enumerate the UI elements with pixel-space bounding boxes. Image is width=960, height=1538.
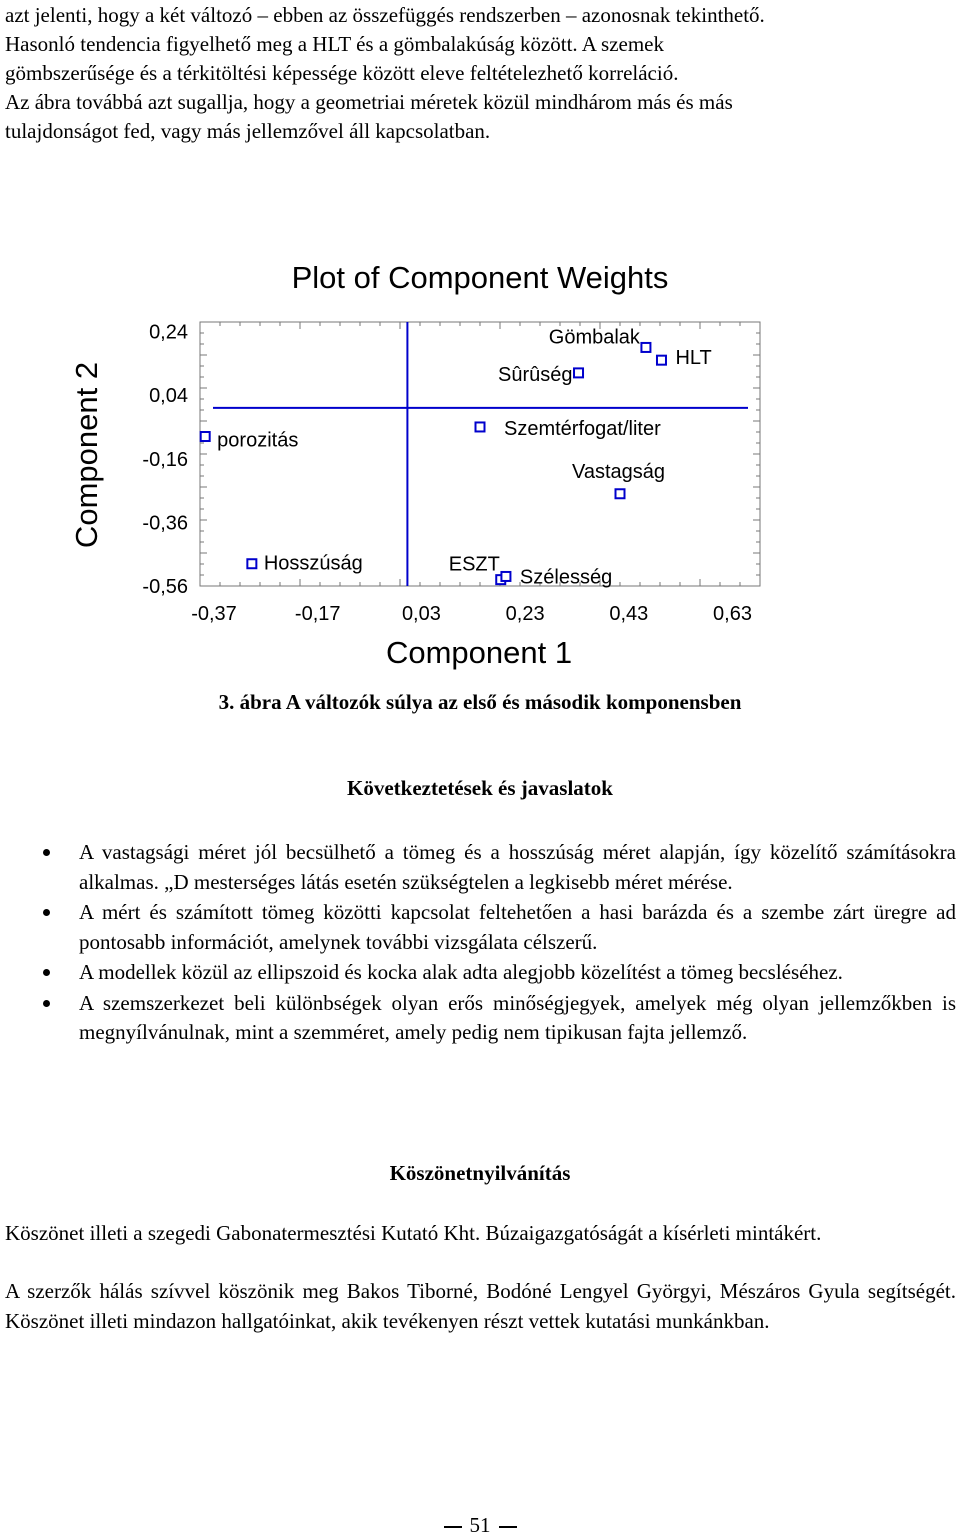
y-tick-label: -0,16: [142, 448, 188, 471]
acknowledgements-paragraph-1: Köszönet illeti a szegedi Gabonatermesztési Kutató Kht. Búzaigazgatóságát a kísérleti mintákért.: [5, 1221, 822, 1245]
point-label: Hosszúság: [263, 552, 363, 575]
point-label: Szemtérfogat/liter: [504, 417, 661, 440]
y-tick-label: -0,36: [142, 512, 188, 535]
intro-line-3: gömbszerűsége és a térkitöltési képessége között eleve feltételezhető korreláció.: [5, 61, 679, 85]
bullet-icon: [43, 849, 50, 856]
x-tick-label: 0,63: [713, 603, 752, 625]
intro-line-1: azt jelenti, hogy a két változó – ebben az összefüggés rendszerben – azonosnak tekinthető.: [5, 3, 765, 27]
x-axis-label: Component 1: [385, 635, 573, 670]
list-item: [0, 838, 956, 897]
point-label: Gömbalak: [548, 326, 640, 349]
point-label: ESZT: [448, 553, 500, 576]
point-label: Vastagság: [572, 460, 666, 483]
component-weights-chart: [0, 0, 960, 680]
conclusions-list: [0, 838, 960, 1049]
x-tick-label: -0,37: [191, 603, 237, 625]
y-axis-label: Component 2: [69, 361, 104, 549]
x-tick-label: -0,17: [294, 603, 341, 625]
x-tick-label: 0,43: [609, 603, 649, 625]
intro-line-2: Hasonló tendencia figyelhető meg a HLT és a gömbalakúság között. A szemek: [5, 32, 664, 56]
y-tick-label: 0,24: [149, 321, 188, 344]
data-point: [201, 432, 210, 441]
y-tick-label: 0,04: [149, 385, 188, 408]
point-label: porozitás: [217, 429, 299, 452]
bullet-text: A mért és számított tömeg közötti kapcsolat feltehetően a hasi barázda és a szembe zárt üregre ad pontosabb információt, amelynek további vizsgálata célszerű.: [79, 900, 956, 954]
point-label: Sûrûség: [498, 363, 573, 386]
bullet-icon: [43, 1000, 50, 1007]
point-label: HLT: [675, 347, 712, 370]
intro-line-4: Az ábra továbbá azt sugallja, hogy a geometriai méretek közül mindhárom más és más: [5, 90, 733, 114]
point-label: Szélesség: [519, 566, 613, 589]
data-point: [247, 559, 256, 568]
list-item: [0, 989, 956, 1048]
list-item: [0, 898, 956, 957]
bullet-text: A modellek közül az ellipszoid és kocka alak adta alegjobb közelítést a tömeg becsléséhez.: [79, 960, 843, 984]
intro-line-5: tulajdonságot fed, vagy más jellemzővel áll kapcsolatban.: [5, 119, 491, 143]
acknowledgements-heading: Köszönetnyilvánítás: [389, 1161, 571, 1185]
bullet-icon: [43, 969, 50, 976]
bullet-text: A szemszerkezet beli különbségek olyan erős minőségjegyek, amelyek még olyan jellemzőkben is megnyílvánulnak, mint a szemméret, amely pedig nem tipikusan fajta jellemző.: [79, 990, 956, 1044]
list-item: [0, 958, 956, 988]
chart-title: Plot of Component Weights: [291, 260, 669, 295]
page-number: 51: [0, 1513, 960, 1538]
x-tick-label: 0,23: [505, 603, 545, 625]
bullet-icon: [43, 909, 50, 916]
figure-caption: 3. ábra A változók súlya az első és második komponensben: [218, 690, 742, 714]
data-point: [657, 356, 666, 365]
data-point: [616, 489, 625, 498]
bullet-text: A vastagsági méret jól becsülhető a tömeg és a hosszúság méret alapján, így közelítő számításokra alkalmas. „D mesterséges látás esetén szükségtelen a legkisebb méret mérése.: [79, 840, 956, 894]
y-tick-label: -0,56: [142, 576, 188, 598]
x-tick-label: 0,03: [401, 603, 441, 625]
data-point: [641, 343, 650, 352]
data-point: [501, 572, 510, 581]
acknowledgements-paragraph-2: A szerzők hálás szívvel köszönik meg Bakos Tiborné, Bodóné Lengyel Györgyi, Mészáros Gyula segítségét. Köszönet illeti mindazon hallgatóinkat, akik tevékenyen részt vettek kutatási munkánkban.: [5, 1279, 956, 1333]
data-point: [476, 422, 485, 431]
conclusions-heading: Következtetések és javaslatok: [347, 776, 613, 800]
data-point: [574, 368, 583, 377]
